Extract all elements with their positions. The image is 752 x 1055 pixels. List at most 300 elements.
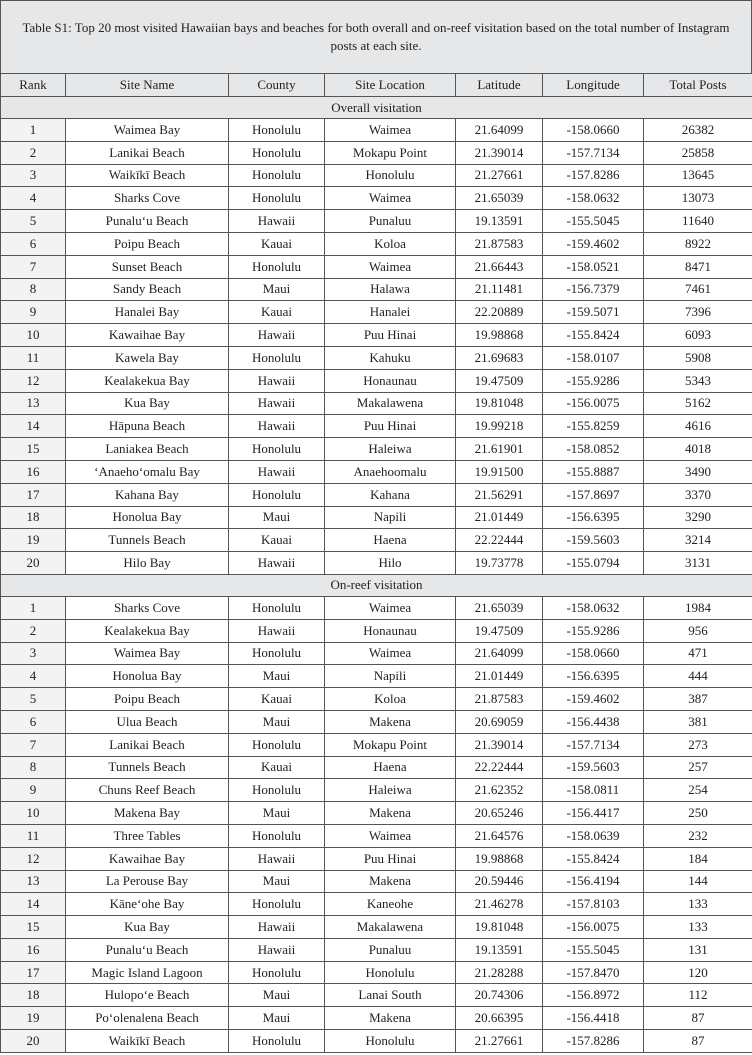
cell-rank: 4 [1,187,66,210]
cell-site-location: Kahuku [325,346,456,369]
cell-total-posts: 3290 [644,506,752,529]
cell-site-name: La Perouse Bay [66,870,229,893]
cell-site-name: Hāpuna Beach [66,415,229,438]
cell-rank: 18 [1,984,66,1007]
visitation-table [0,73,752,1053]
cell-latitude: 21.66443 [456,255,543,278]
cell-latitude: 21.39014 [456,141,543,164]
table-row [1,1007,752,1030]
cell-site-location: Haleiwa [325,779,456,802]
cell-latitude: 19.13591 [456,210,543,233]
table-row [1,961,752,984]
cell-latitude: 19.99218 [456,415,543,438]
cell-rank: 3 [1,164,66,187]
cell-longitude: -158.0521 [543,255,644,278]
table-row [1,506,752,529]
cell-county: Hawaii [229,369,325,392]
cell-site-location: Haena [325,529,456,552]
table-row [1,483,752,506]
cell-rank: 1 [1,596,66,619]
cell-site-location: Puu Hinai [325,324,456,347]
table-row [1,164,752,187]
cell-site-name: Punalu‘u Beach [66,938,229,961]
cell-site-name: Kāne‘ohe Bay [66,893,229,916]
cell-county: Honolulu [229,961,325,984]
cell-rank: 1 [1,119,66,142]
cell-longitude: -157.7134 [543,733,644,756]
cell-total-posts: 3490 [644,460,752,483]
cell-site-name: Hilo Bay [66,552,229,575]
cell-county: Kauai [229,301,325,324]
cell-site-location: Honolulu [325,1030,456,1053]
cell-county: Honolulu [229,187,325,210]
cell-site-name: Po‘olenalena Beach [66,1007,229,1030]
cell-rank: 14 [1,415,66,438]
cell-rank: 17 [1,483,66,506]
table-row [1,619,752,642]
cell-site-name: Poipu Beach [66,232,229,255]
cell-total-posts: 8922 [644,232,752,255]
cell-latitude: 21.56291 [456,483,543,506]
cell-total-posts: 273 [644,733,752,756]
cell-site-location: Halawa [325,278,456,301]
cell-latitude: 19.47509 [456,619,543,642]
cell-longitude: -157.8697 [543,483,644,506]
cell-county: Honolulu [229,164,325,187]
cell-total-posts: 13073 [644,187,752,210]
cell-longitude: -157.8470 [543,961,644,984]
cell-site-location: Haena [325,756,456,779]
cell-site-name: Tunnels Beach [66,529,229,552]
cell-longitude: -157.8103 [543,893,644,916]
cell-total-posts: 250 [644,802,752,825]
cell-site-name: Hanalei Bay [66,301,229,324]
cell-rank: 4 [1,665,66,688]
table-row [1,688,752,711]
table-row [1,710,752,733]
cell-county: Hawaii [229,847,325,870]
cell-longitude: -155.5045 [543,210,644,233]
table-row [1,369,752,392]
cell-site-name: Kahana Bay [66,483,229,506]
cell-site-name: ‘Anaeho‘omalu Bay [66,460,229,483]
cell-site-name: Sharks Cove [66,187,229,210]
cell-longitude: -158.0632 [543,596,644,619]
cell-site-location: Honaunau [325,619,456,642]
cell-county: Hawaii [229,210,325,233]
cell-county: Maui [229,710,325,733]
cell-latitude: 19.47509 [456,369,543,392]
cell-rank: 9 [1,301,66,324]
cell-longitude: -156.8972 [543,984,644,1007]
cell-total-posts: 471 [644,642,752,665]
cell-total-posts: 184 [644,847,752,870]
cell-site-location: Makalawena [325,392,456,415]
table-row [1,210,752,233]
table-row [1,596,752,619]
cell-latitude: 19.91500 [456,460,543,483]
cell-rank: 17 [1,961,66,984]
cell-rank: 11 [1,824,66,847]
cell-longitude: -157.8286 [543,164,644,187]
cell-rank: 11 [1,346,66,369]
cell-county: Hawaii [229,415,325,438]
cell-site-name: Waimea Bay [66,642,229,665]
cell-longitude: -158.0660 [543,642,644,665]
col-site-name: Site Name [66,74,229,97]
section-header [1,574,752,596]
cell-total-posts: 387 [644,688,752,711]
section-title: Overall visitation [1,97,752,119]
table-row [1,779,752,802]
cell-latitude: 21.39014 [456,733,543,756]
table-row [1,733,752,756]
cell-site-name: Kua Bay [66,392,229,415]
cell-site-location: Hilo [325,552,456,575]
cell-latitude: 21.65039 [456,187,543,210]
cell-total-posts: 7461 [644,278,752,301]
cell-longitude: -156.0075 [543,916,644,939]
table-row [1,916,752,939]
cell-total-posts: 5908 [644,346,752,369]
cell-longitude: -156.4438 [543,710,644,733]
cell-rank: 13 [1,392,66,415]
cell-rank: 20 [1,1030,66,1053]
cell-total-posts: 3370 [644,483,752,506]
cell-county: Kauai [229,529,325,552]
col-latitude: Latitude [456,74,543,97]
table-row [1,119,752,142]
cell-site-name: Lanikai Beach [66,141,229,164]
cell-site-location: Mokapu Point [325,733,456,756]
cell-longitude: -158.0632 [543,187,644,210]
table-row [1,141,752,164]
table-row [1,665,752,688]
table-row [1,642,752,665]
cell-longitude: -158.0852 [543,438,644,461]
cell-county: Hawaii [229,392,325,415]
cell-county: Maui [229,870,325,893]
cell-county: Honolulu [229,255,325,278]
cell-longitude: -159.4602 [543,232,644,255]
cell-latitude: 21.65039 [456,596,543,619]
table-row [1,301,752,324]
cell-longitude: -155.0794 [543,552,644,575]
cell-county: Honolulu [229,438,325,461]
col-rank: Rank [1,74,66,97]
cell-total-posts: 7396 [644,301,752,324]
cell-longitude: -156.4194 [543,870,644,893]
cell-longitude: -156.7379 [543,278,644,301]
cell-longitude: -156.4418 [543,1007,644,1030]
cell-site-location: Makena [325,1007,456,1030]
cell-site-location: Waimea [325,596,456,619]
cell-site-name: Poipu Beach [66,688,229,711]
cell-latitude: 21.27661 [456,1030,543,1053]
cell-longitude: -155.5045 [543,938,644,961]
cell-county: Hawaii [229,916,325,939]
cell-site-location: Anaehoomalu [325,460,456,483]
cell-rank: 5 [1,210,66,233]
cell-county: Honolulu [229,893,325,916]
cell-total-posts: 4018 [644,438,752,461]
cell-site-name: Waikīkī Beach [66,1030,229,1053]
cell-rank: 18 [1,506,66,529]
cell-site-name: Kealakekua Bay [66,619,229,642]
cell-rank: 12 [1,369,66,392]
table-row [1,1030,752,1053]
cell-latitude: 21.87583 [456,232,543,255]
cell-site-location: Puu Hinai [325,847,456,870]
cell-county: Honolulu [229,733,325,756]
cell-total-posts: 133 [644,916,752,939]
cell-rank: 2 [1,141,66,164]
cell-site-location: Waimea [325,642,456,665]
cell-rank: 16 [1,938,66,961]
table-row [1,438,752,461]
cell-rank: 2 [1,619,66,642]
cell-county: Hawaii [229,460,325,483]
cell-rank: 3 [1,642,66,665]
cell-total-posts: 144 [644,870,752,893]
table-row [1,824,752,847]
cell-latitude: 22.22444 [456,756,543,779]
cell-county: Hawaii [229,324,325,347]
cell-site-name: Honolua Bay [66,665,229,688]
cell-longitude: -157.8286 [543,1030,644,1053]
cell-total-posts: 11640 [644,210,752,233]
cell-site-location: Makena [325,710,456,733]
cell-site-location: Makena [325,870,456,893]
cell-latitude: 22.22444 [456,529,543,552]
cell-latitude: 19.98868 [456,324,543,347]
cell-county: Maui [229,802,325,825]
cell-county: Kauai [229,756,325,779]
table-row [1,847,752,870]
table-row [1,984,752,1007]
cell-latitude: 22.20889 [456,301,543,324]
cell-total-posts: 5343 [644,369,752,392]
cell-site-location: Punaluu [325,210,456,233]
cell-total-posts: 232 [644,824,752,847]
cell-total-posts: 3131 [644,552,752,575]
cell-site-location: Waimea [325,824,456,847]
cell-site-name: Sharks Cove [66,596,229,619]
cell-county: Maui [229,984,325,1007]
cell-site-name: Waikīkī Beach [66,164,229,187]
cell-site-location: Hanalei [325,301,456,324]
cell-latitude: 19.13591 [456,938,543,961]
cell-site-location: Makalawena [325,916,456,939]
cell-latitude: 19.81048 [456,392,543,415]
table-row [1,529,752,552]
cell-site-location: Punaluu [325,938,456,961]
cell-latitude: 20.69059 [456,710,543,733]
cell-site-location: Waimea [325,119,456,142]
cell-latitude: 21.69683 [456,346,543,369]
cell-site-name: Sandy Beach [66,278,229,301]
header-row [1,74,752,97]
table-row [1,460,752,483]
cell-rank: 15 [1,438,66,461]
cell-latitude: 21.01449 [456,506,543,529]
cell-latitude: 21.61901 [456,438,543,461]
cell-county: Honolulu [229,824,325,847]
cell-latitude: 19.73778 [456,552,543,575]
cell-rank: 8 [1,278,66,301]
table-row [1,278,752,301]
cell-latitude: 21.64099 [456,119,543,142]
cell-site-name: Kealakekua Bay [66,369,229,392]
cell-county: Kauai [229,232,325,255]
cell-rank: 9 [1,779,66,802]
cell-latitude: 20.65246 [456,802,543,825]
table-row [1,802,752,825]
cell-longitude: -156.4417 [543,802,644,825]
cell-site-location: Napili [325,506,456,529]
cell-longitude: -155.9286 [543,619,644,642]
cell-site-name: Hulopo‘e Beach [66,984,229,1007]
cell-county: Honolulu [229,119,325,142]
cell-site-name: Tunnels Beach [66,756,229,779]
cell-total-posts: 8471 [644,255,752,278]
cell-county: Hawaii [229,938,325,961]
cell-rank: 10 [1,802,66,825]
table-row [1,756,752,779]
cell-longitude: -158.0811 [543,779,644,802]
cell-latitude: 21.87583 [456,688,543,711]
cell-county: Maui [229,665,325,688]
cell-latitude: 19.98868 [456,847,543,870]
cell-site-name: Magic Island Lagoon [66,961,229,984]
cell-site-name: Sunset Beach [66,255,229,278]
cell-site-name: Kawaihae Bay [66,324,229,347]
cell-total-posts: 3214 [644,529,752,552]
cell-total-posts: 257 [644,756,752,779]
col-county: County [229,74,325,97]
cell-county: Hawaii [229,619,325,642]
cell-latitude: 20.59446 [456,870,543,893]
table-row [1,552,752,575]
cell-total-posts: 1984 [644,596,752,619]
cell-latitude: 21.46278 [456,893,543,916]
cell-total-posts: 87 [644,1007,752,1030]
cell-site-location: Waimea [325,255,456,278]
cell-total-posts: 13645 [644,164,752,187]
cell-total-posts: 87 [644,1030,752,1053]
cell-site-location: Napili [325,665,456,688]
cell-site-name: Makena Bay [66,802,229,825]
cell-total-posts: 956 [644,619,752,642]
cell-county: Kauai [229,688,325,711]
cell-rank: 13 [1,870,66,893]
cell-site-name: Chuns Reef Beach [66,779,229,802]
cell-total-posts: 444 [644,665,752,688]
cell-county: Maui [229,278,325,301]
cell-latitude: 21.64576 [456,824,543,847]
table-row [1,893,752,916]
cell-site-name: Laniakea Beach [66,438,229,461]
table-row [1,415,752,438]
section-header [1,97,752,119]
table-row [1,938,752,961]
cell-site-name: Punalu‘u Beach [66,210,229,233]
cell-site-name: Lanikai Beach [66,733,229,756]
cell-site-name: Kua Bay [66,916,229,939]
cell-longitude: -155.8259 [543,415,644,438]
cell-site-name: Ulua Beach [66,710,229,733]
cell-latitude: 20.74306 [456,984,543,1007]
cell-county: Honolulu [229,642,325,665]
cell-site-location: Makena [325,802,456,825]
cell-county: Honolulu [229,346,325,369]
cell-total-posts: 6093 [644,324,752,347]
cell-site-location: Honolulu [325,164,456,187]
cell-total-posts: 381 [644,710,752,733]
cell-total-posts: 120 [644,961,752,984]
cell-county: Maui [229,1007,325,1030]
cell-longitude: -158.0107 [543,346,644,369]
cell-longitude: -156.6395 [543,665,644,688]
cell-site-location: Kaneohe [325,893,456,916]
cell-site-name: Kawela Bay [66,346,229,369]
table-caption: Table S1: Top 20 most visited Hawaiian bays and beaches for both overall and on-reef visitation based on the total number of Instagram posts at each site. [0,0,752,73]
cell-rank: 10 [1,324,66,347]
table-row [1,187,752,210]
cell-site-name: Waimea Bay [66,119,229,142]
cell-longitude: -156.6395 [543,506,644,529]
cell-site-location: Koloa [325,232,456,255]
table-row [1,392,752,415]
cell-latitude: 21.01449 [456,665,543,688]
cell-rank: 19 [1,1007,66,1030]
cell-total-posts: 4616 [644,415,752,438]
cell-rank: 6 [1,710,66,733]
cell-longitude: -159.5603 [543,529,644,552]
cell-longitude: -159.4602 [543,688,644,711]
cell-longitude: -156.0075 [543,392,644,415]
cell-total-posts: 5162 [644,392,752,415]
cell-site-location: Lanai South [325,984,456,1007]
cell-county: Honolulu [229,141,325,164]
cell-site-location: Puu Hinai [325,415,456,438]
cell-longitude: -158.0660 [543,119,644,142]
cell-site-name: Honolua Bay [66,506,229,529]
cell-county: Maui [229,506,325,529]
cell-longitude: -155.8424 [543,847,644,870]
cell-county: Honolulu [229,596,325,619]
table-row [1,255,752,278]
cell-site-location: Koloa [325,688,456,711]
cell-longitude: -155.8424 [543,324,644,347]
cell-site-location: Waimea [325,187,456,210]
table-row [1,346,752,369]
cell-longitude: -159.5603 [543,756,644,779]
cell-latitude: 19.81048 [456,916,543,939]
col-total-posts: Total Posts [644,74,752,97]
cell-rank: 7 [1,255,66,278]
cell-county: Honolulu [229,483,325,506]
cell-rank: 12 [1,847,66,870]
cell-total-posts: 254 [644,779,752,802]
cell-county: Honolulu [229,1030,325,1053]
cell-site-location: Haleiwa [325,438,456,461]
col-site-location: Site Location [325,74,456,97]
cell-longitude: -159.5071 [543,301,644,324]
cell-total-posts: 112 [644,984,752,1007]
cell-total-posts: 26382 [644,119,752,142]
cell-latitude: 20.66395 [456,1007,543,1030]
